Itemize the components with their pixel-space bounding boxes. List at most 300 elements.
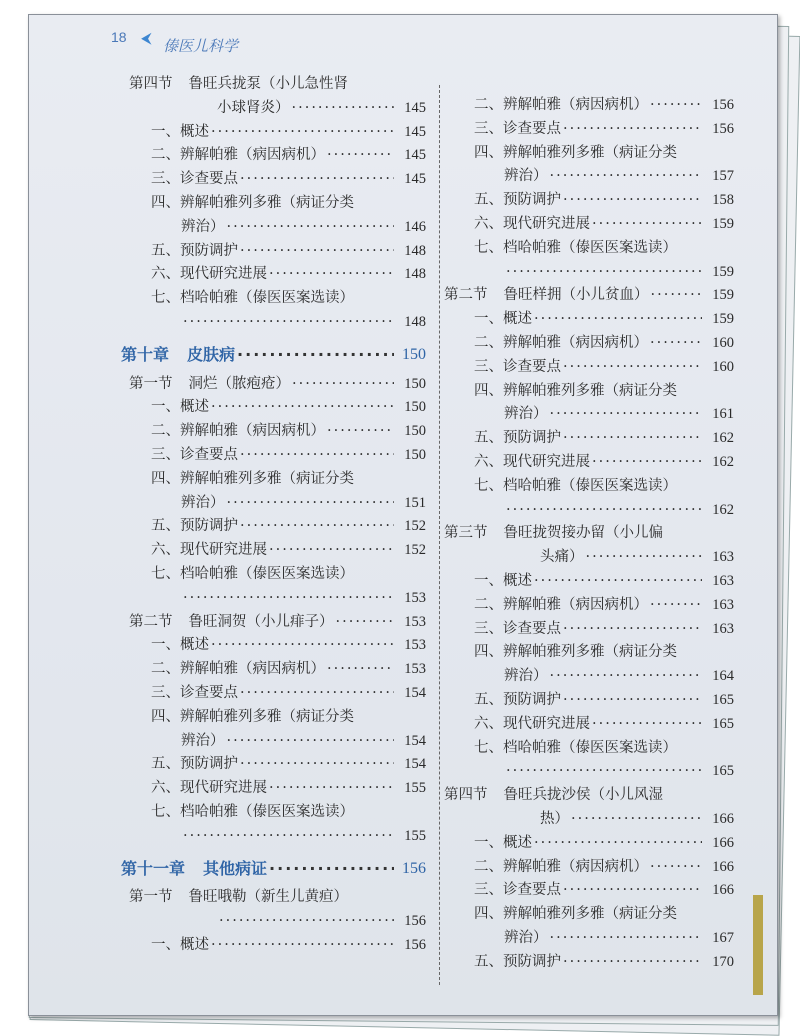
dot-leader <box>506 499 702 523</box>
toc-item[interactable] <box>444 332 734 356</box>
toc-line-continuation <box>444 261 734 285</box>
toc-title-continuation: 辨治） <box>504 668 548 685</box>
toc-item[interactable] <box>121 563 426 611</box>
toc-item-title: 二、辨解帕雅（病因病机） <box>151 147 325 164</box>
dot-leader <box>506 261 702 285</box>
toc-item[interactable] <box>121 287 426 335</box>
toc-chapter[interactable] <box>121 857 426 881</box>
toc-line <box>444 689 734 713</box>
toc-item[interactable] <box>444 951 734 975</box>
toc-line <box>121 886 426 910</box>
toc-section-label: 第三节 <box>444 525 488 542</box>
toc-item-title: 四、辨解帕雅列多雅（病证分类 <box>474 382 677 399</box>
toc-item[interactable] <box>121 753 426 777</box>
toc-page-number: 145 <box>404 171 426 188</box>
toc-item[interactable] <box>444 308 734 332</box>
dot-leader <box>550 403 703 427</box>
toc-item[interactable] <box>444 641 734 689</box>
arrow-logo-icon: ⮜ <box>141 29 152 47</box>
dot-leader <box>651 284 703 308</box>
toc-title-continuation: 辨治） <box>504 929 548 946</box>
dot-leader <box>571 808 702 832</box>
dot-leader <box>550 927 703 951</box>
toc-item-title: 五、预防调护 <box>151 242 238 259</box>
toc-chapter[interactable] <box>121 343 426 367</box>
toc-line <box>121 706 426 730</box>
toc-item[interactable] <box>444 689 734 713</box>
toc-line <box>444 903 734 927</box>
book-title: 傣医儿科学 <box>163 37 239 55</box>
toc-line <box>121 634 426 658</box>
toc-line <box>121 539 426 563</box>
toc-line-continuation <box>121 492 426 516</box>
toc-item[interactable] <box>121 682 426 706</box>
toc-line-continuation <box>121 97 426 121</box>
dot-leader <box>550 665 703 689</box>
toc-item-title: 五、预防调护 <box>474 192 561 209</box>
toc-item-title: 四、辨解帕雅列多雅（病证分类 <box>151 194 354 211</box>
toc-page-number: 166 <box>712 858 734 875</box>
toc-chapter-title: 皮肤病 <box>187 344 236 364</box>
toc-page-number: 163 <box>712 572 734 589</box>
toc-item[interactable] <box>121 396 426 420</box>
toc-item[interactable] <box>121 168 426 192</box>
toc-line-continuation <box>444 403 734 427</box>
toc-section-label: 第四节 <box>129 76 173 92</box>
dot-leader <box>534 308 702 332</box>
toc-line <box>444 142 734 166</box>
dot-leader <box>183 587 394 611</box>
dot-leader <box>240 753 394 777</box>
dot-leader <box>269 539 394 563</box>
toc-title-continuation: 辨治） <box>504 168 548 185</box>
toc-page-number: 161 <box>712 406 734 423</box>
toc-item-title: 五、预防调护 <box>474 691 561 708</box>
book-spine-edge <box>753 895 763 995</box>
toc-item[interactable] <box>444 356 734 380</box>
toc-item[interactable] <box>121 706 426 754</box>
toc-page-number: 152 <box>404 542 426 559</box>
toc-item-title: 三、诊查要点 <box>474 620 561 637</box>
dot-leader <box>563 689 702 713</box>
toc-section[interactable] <box>121 373 426 397</box>
toc-item-title: 三、诊查要点 <box>474 120 561 137</box>
toc-item-title: 三、诊查要点 <box>151 446 238 463</box>
toc-line <box>121 121 426 145</box>
toc-page-number: 154 <box>404 756 426 773</box>
toc-item[interactable] <box>444 94 734 118</box>
toc-line-continuation <box>444 546 734 570</box>
toc-line-continuation <box>121 910 426 934</box>
toc-section[interactable] <box>121 886 426 934</box>
toc-item[interactable] <box>444 618 734 642</box>
toc-line <box>444 356 734 380</box>
toc-page-number: 162 <box>712 430 734 447</box>
dot-leader <box>292 97 395 121</box>
toc-item[interactable] <box>444 118 734 142</box>
toc-section-title: 鲁旺样拥（小儿贫血） <box>503 287 649 304</box>
toc-item-title: 三、诊查要点 <box>151 171 238 188</box>
toc-line <box>121 934 426 958</box>
toc-page-number: 159 <box>712 215 734 232</box>
toc-line <box>444 879 734 903</box>
toc-page-number: 154 <box>404 732 426 749</box>
dot-leader <box>269 263 394 287</box>
toc-line <box>121 563 426 587</box>
toc-page-number: 163 <box>712 620 734 637</box>
toc-item[interactable] <box>121 420 426 444</box>
toc-line-continuation <box>444 165 734 189</box>
dot-leader <box>534 832 702 856</box>
dot-leader <box>336 611 395 635</box>
toc-section-title: 鲁旺哦勒（新生儿黄疸） <box>188 889 348 906</box>
dot-leader <box>563 356 702 380</box>
toc-item[interactable] <box>444 189 734 213</box>
toc-page-number: 160 <box>712 334 734 351</box>
toc-page-number: 150 <box>404 399 426 416</box>
toc-line-continuation <box>121 730 426 754</box>
dot-leader <box>240 444 394 468</box>
toc-line <box>121 468 426 492</box>
toc-item-title: 六、现代研究进展 <box>151 266 267 283</box>
page-number: 18 <box>111 29 127 45</box>
toc-line <box>121 801 426 825</box>
toc-item-title: 七、档哈帕雅（傣医医案选读） <box>151 803 354 820</box>
toc-line <box>444 284 734 308</box>
dot-leader <box>227 216 395 240</box>
dot-leader <box>563 951 702 975</box>
toc-page-number: 158 <box>712 192 734 209</box>
dot-leader <box>563 427 702 451</box>
toc-line <box>121 263 426 287</box>
dot-leader <box>563 189 702 213</box>
toc-line <box>121 658 426 682</box>
toc-item-title: 一、概述 <box>474 572 532 589</box>
toc-item-title: 一、概述 <box>151 123 209 140</box>
dot-leader <box>227 492 395 516</box>
toc-page-number: 145 <box>404 123 426 140</box>
toc-page-number: 156 <box>404 913 426 930</box>
toc-page-number: 155 <box>404 780 426 797</box>
toc-page-number: 150 <box>404 423 426 440</box>
toc-line <box>444 118 734 142</box>
toc-line <box>121 287 426 311</box>
toc-item-title: 二、辨解帕雅（病因病机） <box>474 858 648 875</box>
toc-item-title: 五、预防调护 <box>474 953 561 970</box>
toc-page-number: 159 <box>712 287 734 304</box>
toc-section-title: 洞烂（脓疱疮） <box>188 375 290 392</box>
toc-page-number: 156 <box>402 859 426 877</box>
toc-chapter-label: 第十章 <box>121 344 170 364</box>
toc-chapter-label: 第十一章 <box>121 858 186 878</box>
toc-item[interactable] <box>121 515 426 539</box>
toc-page-number: 170 <box>712 953 734 970</box>
toc-line <box>121 343 426 367</box>
toc-page-number: 153 <box>404 637 426 654</box>
toc-line <box>444 380 734 404</box>
toc-line <box>121 240 426 264</box>
toc-item[interactable] <box>444 903 734 951</box>
toc-item[interactable] <box>121 801 426 849</box>
toc-line <box>444 451 734 475</box>
dot-leader <box>240 682 394 706</box>
dot-leader <box>650 856 702 880</box>
toc-title-continuation: 辨治） <box>181 732 225 749</box>
dot-leader <box>586 546 703 570</box>
toc-section-label: 第二节 <box>129 613 173 630</box>
toc-page-number: 152 <box>404 518 426 535</box>
toc-item[interactable] <box>121 263 426 287</box>
toc-section-title: 鲁旺兵拢沙侯（小儿风湿 <box>503 787 663 804</box>
toc-item[interactable] <box>121 539 426 563</box>
toc-line <box>444 475 734 499</box>
toc-item-title: 一、概述 <box>151 936 209 953</box>
toc-line-continuation <box>121 587 426 611</box>
toc-line <box>444 618 734 642</box>
toc-item[interactable] <box>444 142 734 190</box>
toc-line <box>121 857 426 881</box>
toc-item-title: 二、辨解帕雅（病因病机） <box>474 334 648 351</box>
toc-line <box>121 144 426 168</box>
toc-item[interactable] <box>444 594 734 618</box>
toc-line <box>444 951 734 975</box>
dot-leader <box>563 618 702 642</box>
toc-line-continuation <box>444 808 734 832</box>
toc-page-number: 165 <box>712 763 734 780</box>
toc-item-title: 七、档哈帕雅（傣医医案选读） <box>151 565 354 582</box>
toc-line-continuation <box>444 665 734 689</box>
toc-section[interactable] <box>121 611 426 635</box>
toc-line <box>444 784 734 808</box>
toc-page-number: 156 <box>404 936 426 953</box>
toc-title-continuation: 小球肾炎） <box>217 99 290 116</box>
toc-line <box>444 570 734 594</box>
dot-leader <box>592 213 702 237</box>
toc-line <box>444 641 734 665</box>
toc-page-number: 159 <box>712 263 734 280</box>
toc-item-title: 二、辨解帕雅（病因病机） <box>474 596 648 613</box>
toc-page-number: 159 <box>712 311 734 328</box>
toc-page-number: 162 <box>712 453 734 470</box>
toc-line <box>444 427 734 451</box>
toc-item-title: 五、预防调护 <box>474 430 561 447</box>
dot-leader <box>219 910 394 934</box>
toc-line <box>121 396 426 420</box>
toc-line <box>121 373 426 397</box>
dot-leader <box>506 760 702 784</box>
toc-line <box>121 611 426 635</box>
toc-item[interactable] <box>121 240 426 264</box>
toc-line <box>444 594 734 618</box>
toc-line <box>444 308 734 332</box>
dot-leader <box>327 658 394 682</box>
toc-item[interactable] <box>121 658 426 682</box>
toc-item-title: 五、预防调护 <box>151 518 238 535</box>
toc-item-title: 六、现代研究进展 <box>474 215 590 232</box>
dot-leader <box>269 857 394 881</box>
toc-title-continuation: 热） <box>540 810 569 827</box>
toc-item[interactable] <box>444 856 734 880</box>
toc-page-number: 165 <box>712 691 734 708</box>
dot-leader <box>237 343 394 367</box>
dot-leader <box>650 94 702 118</box>
dot-leader <box>650 594 702 618</box>
toc-line-continuation <box>444 499 734 523</box>
toc-line <box>444 94 734 118</box>
toc-line-continuation <box>121 311 426 335</box>
toc-line <box>444 832 734 856</box>
toc-section-title: 鲁旺洞贺（小儿痱子） <box>188 613 334 630</box>
toc-line <box>121 420 426 444</box>
toc-item-title: 四、辨解帕雅列多雅（病证分类 <box>151 708 354 725</box>
toc-item[interactable] <box>444 570 734 594</box>
toc-page-number: 160 <box>712 358 734 375</box>
toc-line-continuation <box>121 216 426 240</box>
toc-page-number: 148 <box>404 313 426 330</box>
toc-column-left <box>121 73 426 958</box>
toc-item[interactable] <box>444 879 734 903</box>
toc-line <box>121 192 426 216</box>
toc-item-title: 六、现代研究进展 <box>151 542 267 559</box>
toc-item-title: 三、诊查要点 <box>151 684 238 701</box>
toc-section-label: 第四节 <box>444 787 488 804</box>
toc-item[interactable] <box>444 380 734 428</box>
toc-section[interactable] <box>444 784 734 832</box>
toc-item-title: 六、现代研究进展 <box>474 453 590 470</box>
toc-page-number: 148 <box>404 266 426 283</box>
toc-item[interactable] <box>121 777 426 801</box>
toc-page-number: 145 <box>404 99 426 116</box>
toc-item-title: 二、辨解帕雅（病因病机） <box>151 423 325 440</box>
toc-title-continuation: 头痛） <box>540 549 584 566</box>
toc-item[interactable] <box>121 144 426 168</box>
toc-section-label: 第一节 <box>129 889 173 906</box>
toc-item[interactable] <box>444 713 734 737</box>
dot-leader <box>269 777 394 801</box>
toc-item-title: 七、档哈帕雅（傣医医案选读） <box>474 477 677 494</box>
toc-item-title: 四、辨解帕雅列多雅（病证分类 <box>151 470 354 487</box>
toc-line-continuation <box>444 760 734 784</box>
toc-item-title: 七、档哈帕雅（傣医医案选读） <box>474 239 677 256</box>
toc-line <box>121 682 426 706</box>
dot-leader <box>563 118 702 142</box>
toc-item-title: 五、预防调护 <box>151 756 238 773</box>
toc-section-title: 鲁旺兵拢泵（小儿急性肾 <box>188 76 348 92</box>
toc-item[interactable] <box>444 213 734 237</box>
toc-item-title: 四、辨解帕雅列多雅（病证分类 <box>474 644 677 661</box>
dot-leader <box>534 570 702 594</box>
toc-line <box>121 777 426 801</box>
toc-item[interactable] <box>121 468 426 516</box>
dot-leader <box>211 634 394 658</box>
toc-section[interactable] <box>444 522 734 570</box>
dot-leader <box>592 713 702 737</box>
toc-line <box>444 522 734 546</box>
toc-line <box>444 189 734 213</box>
toc-item-title: 一、概述 <box>151 399 209 416</box>
toc-item[interactable] <box>121 192 426 240</box>
dot-leader <box>183 825 394 849</box>
toc-item-title: 一、概述 <box>474 834 532 851</box>
dot-leader <box>327 144 394 168</box>
toc-item-title: 六、现代研究进展 <box>151 780 267 797</box>
toc-page-number: 165 <box>712 715 734 732</box>
toc-line <box>121 168 426 192</box>
toc-page-number: 156 <box>712 120 734 137</box>
toc-item[interactable] <box>121 934 426 958</box>
dot-leader <box>183 311 394 335</box>
toc-page-number: 166 <box>712 834 734 851</box>
toc-page-number: 162 <box>712 501 734 518</box>
book-page <box>28 14 778 1016</box>
toc-item[interactable] <box>444 237 734 285</box>
toc-page-number: 153 <box>404 661 426 678</box>
toc-line-continuation <box>121 825 426 849</box>
dot-leader <box>592 451 702 475</box>
toc-item[interactable] <box>444 451 734 475</box>
toc-section[interactable] <box>444 284 734 308</box>
dot-leader <box>327 420 394 444</box>
toc-line <box>444 332 734 356</box>
toc-item[interactable] <box>444 832 734 856</box>
toc-item-title: 七、档哈帕雅（傣医医案选读） <box>151 290 354 307</box>
toc-title-continuation: 辨治） <box>504 406 548 423</box>
dot-leader <box>550 165 703 189</box>
toc-item-title: 一、概述 <box>474 311 532 328</box>
dot-leader <box>240 515 394 539</box>
toc-page-number: 150 <box>404 375 426 392</box>
toc-page-number: 150 <box>404 446 426 463</box>
dot-leader <box>650 332 702 356</box>
dot-leader <box>227 730 395 754</box>
toc-page-number: 166 <box>712 810 734 827</box>
toc-item-title: 七、档哈帕雅（傣医医案选读） <box>474 739 677 756</box>
toc-item[interactable] <box>444 475 734 523</box>
toc-line <box>444 213 734 237</box>
toc-item[interactable] <box>121 444 426 468</box>
column-divider <box>439 85 440 985</box>
toc-item[interactable] <box>121 121 426 145</box>
toc-page-number: 164 <box>712 668 734 685</box>
toc-chapter-title: 其他病证 <box>203 858 268 878</box>
toc-item-title: 三、诊查要点 <box>474 882 561 899</box>
toc-page-number: 148 <box>404 242 426 259</box>
dot-leader <box>292 373 394 397</box>
toc-section-label: 第一节 <box>129 375 173 392</box>
toc-page-number: 155 <box>404 827 426 844</box>
toc-item[interactable] <box>121 634 426 658</box>
toc-page-number: 163 <box>712 596 734 613</box>
toc-line <box>121 753 426 777</box>
toc-page-number: 167 <box>712 929 734 946</box>
dot-leader <box>563 879 702 903</box>
toc-item[interactable] <box>444 427 734 451</box>
toc-page-number: 150 <box>402 345 426 363</box>
toc-item[interactable] <box>444 737 734 785</box>
toc-item-title: 二、辨解帕雅（病因病机） <box>151 661 325 678</box>
toc-title-continuation: 辨治） <box>181 494 225 511</box>
toc-item-title: 一、概述 <box>151 637 209 654</box>
toc-page-number: 145 <box>404 147 426 164</box>
dot-leader <box>240 240 394 264</box>
toc-line <box>121 444 426 468</box>
toc-section[interactable] <box>121 73 426 121</box>
toc-line-continuation <box>444 927 734 951</box>
dot-leader <box>211 396 394 420</box>
toc-line <box>121 515 426 539</box>
toc-page-number: 156 <box>712 97 734 113</box>
toc-page-number: 153 <box>404 589 426 606</box>
